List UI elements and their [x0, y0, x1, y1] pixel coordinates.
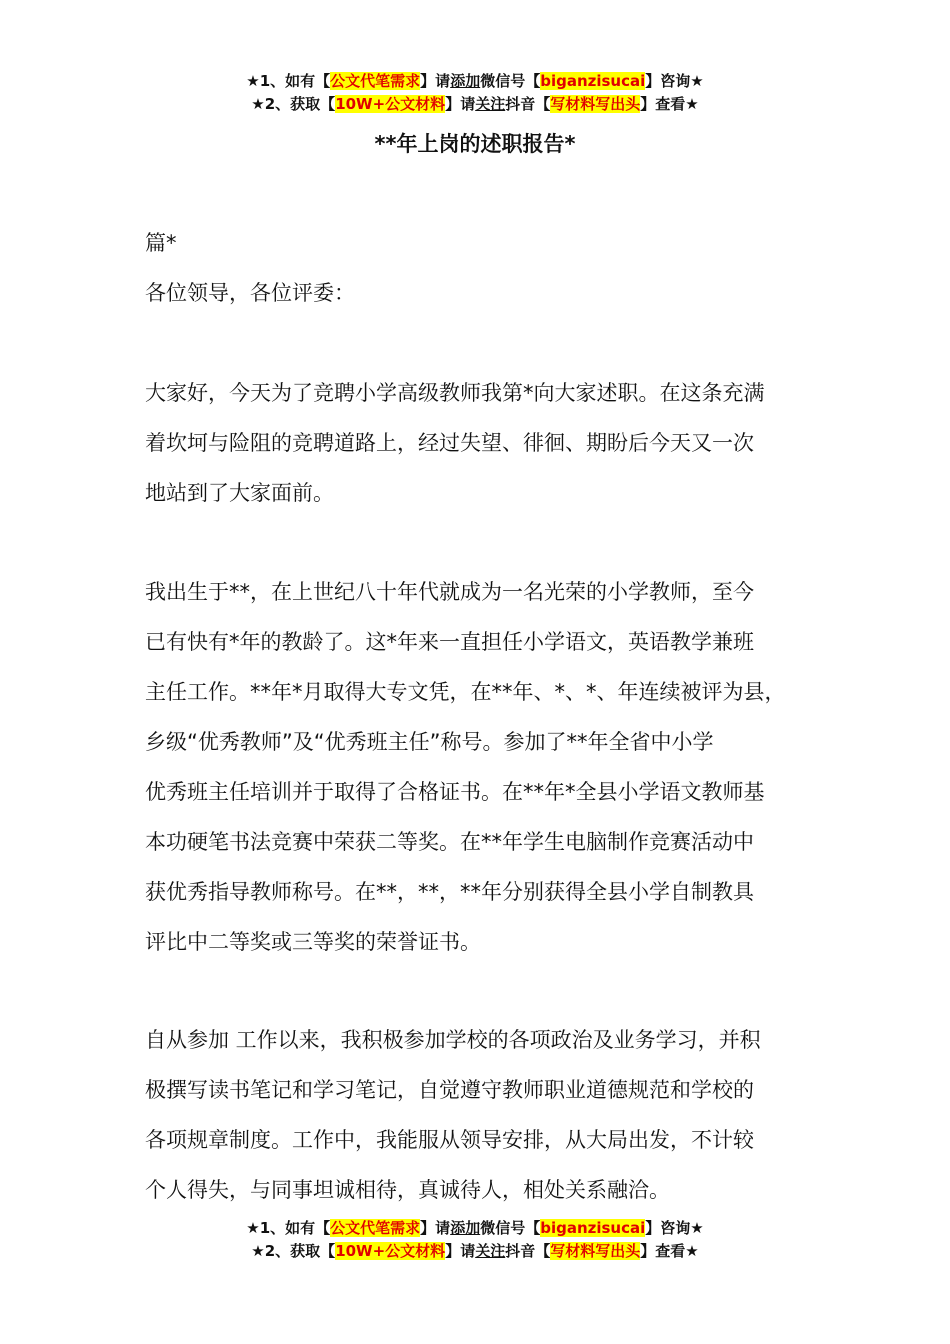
salutation	[145, 268, 845, 318]
promo-text: ★1、如有【	[246, 72, 331, 90]
promo-text: 】请	[445, 1242, 476, 1260]
paragraph-line: 我出生于**，在上世纪八十年代就成为一名光荣的小学教师，至今	[145, 580, 754, 604]
promo-line-1	[0, 70, 950, 93]
promo-banner-top	[0, 70, 950, 116]
document-title: **年上岗的述职报告*	[374, 132, 576, 156]
section-label-text: 篇*	[145, 231, 177, 255]
promo-line-2	[0, 1240, 950, 1263]
paragraph-line: 乡级“优秀教师”及“优秀班主任”称号。参加了**年全省中小学	[145, 730, 714, 754]
promo-highlight: biganzisucai	[540, 72, 646, 90]
promo-underlined: 添加	[450, 72, 481, 90]
promo-text: 】咨询★	[645, 1219, 704, 1237]
paragraph-line: 地站到了大家面前。	[145, 481, 334, 505]
promo-underlined: 关注	[475, 95, 506, 113]
paragraph-line: 已有快有*年的教龄了。这*年来一直担任小学语文，英语教学兼班	[145, 630, 754, 654]
paragraph-line: 个人得失，与同事坦诚相待，真诚待人，相处关系融洽。	[145, 1178, 670, 1202]
promo-text: 抖音【	[505, 1242, 551, 1260]
promo-highlight: 写材料写出头	[550, 1242, 641, 1260]
promo-highlight: 10W+公文材料	[335, 1242, 446, 1260]
promo-text: 】请	[420, 1219, 451, 1237]
body-paragraph-2	[145, 567, 845, 967]
promo-line-2	[0, 93, 950, 116]
promo-text: 抖音【	[505, 95, 551, 113]
promo-text: 】查看★	[640, 95, 699, 113]
promo-text: 】请	[420, 72, 451, 90]
salutation-text: 各位领导，各位评委：	[145, 281, 355, 305]
promo-text: 】咨询★	[645, 72, 704, 90]
promo-text: ★2、获取【	[251, 95, 336, 113]
promo-text: ★1、如有【	[246, 1219, 331, 1237]
paragraph-line: 本功硬笔书法竞赛中荣获二等奖。在**年学生电脑制作竞赛活动中	[145, 830, 754, 854]
promo-underlined: 关注	[475, 1242, 506, 1260]
promo-underlined: 添加	[450, 1219, 481, 1237]
paragraph-line: 各项规章制度。工作中，我能服从领导安排，从大局出发，不计较	[145, 1128, 754, 1152]
promo-line-1	[0, 1217, 950, 1240]
paragraph-line: 极撰写读书笔记和学习笔记，自觉遵守教师职业道德规范和学校的	[145, 1078, 754, 1102]
paragraph-line: 评比中二等奖或三等奖的荣誉证书。	[145, 930, 481, 954]
paragraph-line: 自从参加 工作以来，我积极参加学校的各项政治及业务学习，并积	[145, 1028, 761, 1052]
promo-text: 微信号【	[480, 1219, 541, 1237]
paragraph-line: 优秀班主任培训并于取得了合格证书。在**年*全县小学语文教师基	[145, 780, 765, 804]
body-paragraph-1	[145, 368, 845, 518]
paragraph-line: 主任工作。**年*月取得大专文凭，在**年、*、*、年连续被评为县，	[145, 680, 786, 704]
promo-text: 】请	[445, 95, 476, 113]
promo-text: 】查看★	[640, 1242, 699, 1260]
promo-highlight: 写材料写出头	[550, 95, 641, 113]
paragraph-line: 着坎坷与险阻的竞聘道路上，经过失望、徘徊、期盼后今天又一次	[145, 431, 754, 455]
section-label	[145, 218, 845, 268]
body-paragraph-3	[145, 1015, 845, 1215]
promo-text: ★2、获取【	[251, 1242, 336, 1260]
paragraph-line: 大家好，今天为了竞聘小学高级教师我第*向大家述职。在这条充满	[145, 381, 765, 405]
promo-highlight: 公文代笔需求	[330, 72, 421, 90]
promo-text: 微信号【	[480, 72, 541, 90]
promo-highlight: biganzisucai	[540, 1219, 646, 1237]
promo-highlight: 公文代笔需求	[330, 1219, 421, 1237]
paragraph-line: 获优秀指导教师称号。在**，**，**年分别获得全县小学自制教具	[145, 880, 754, 904]
promo-highlight: 10W+公文材料	[335, 95, 446, 113]
promo-banner-bottom	[0, 1217, 950, 1263]
